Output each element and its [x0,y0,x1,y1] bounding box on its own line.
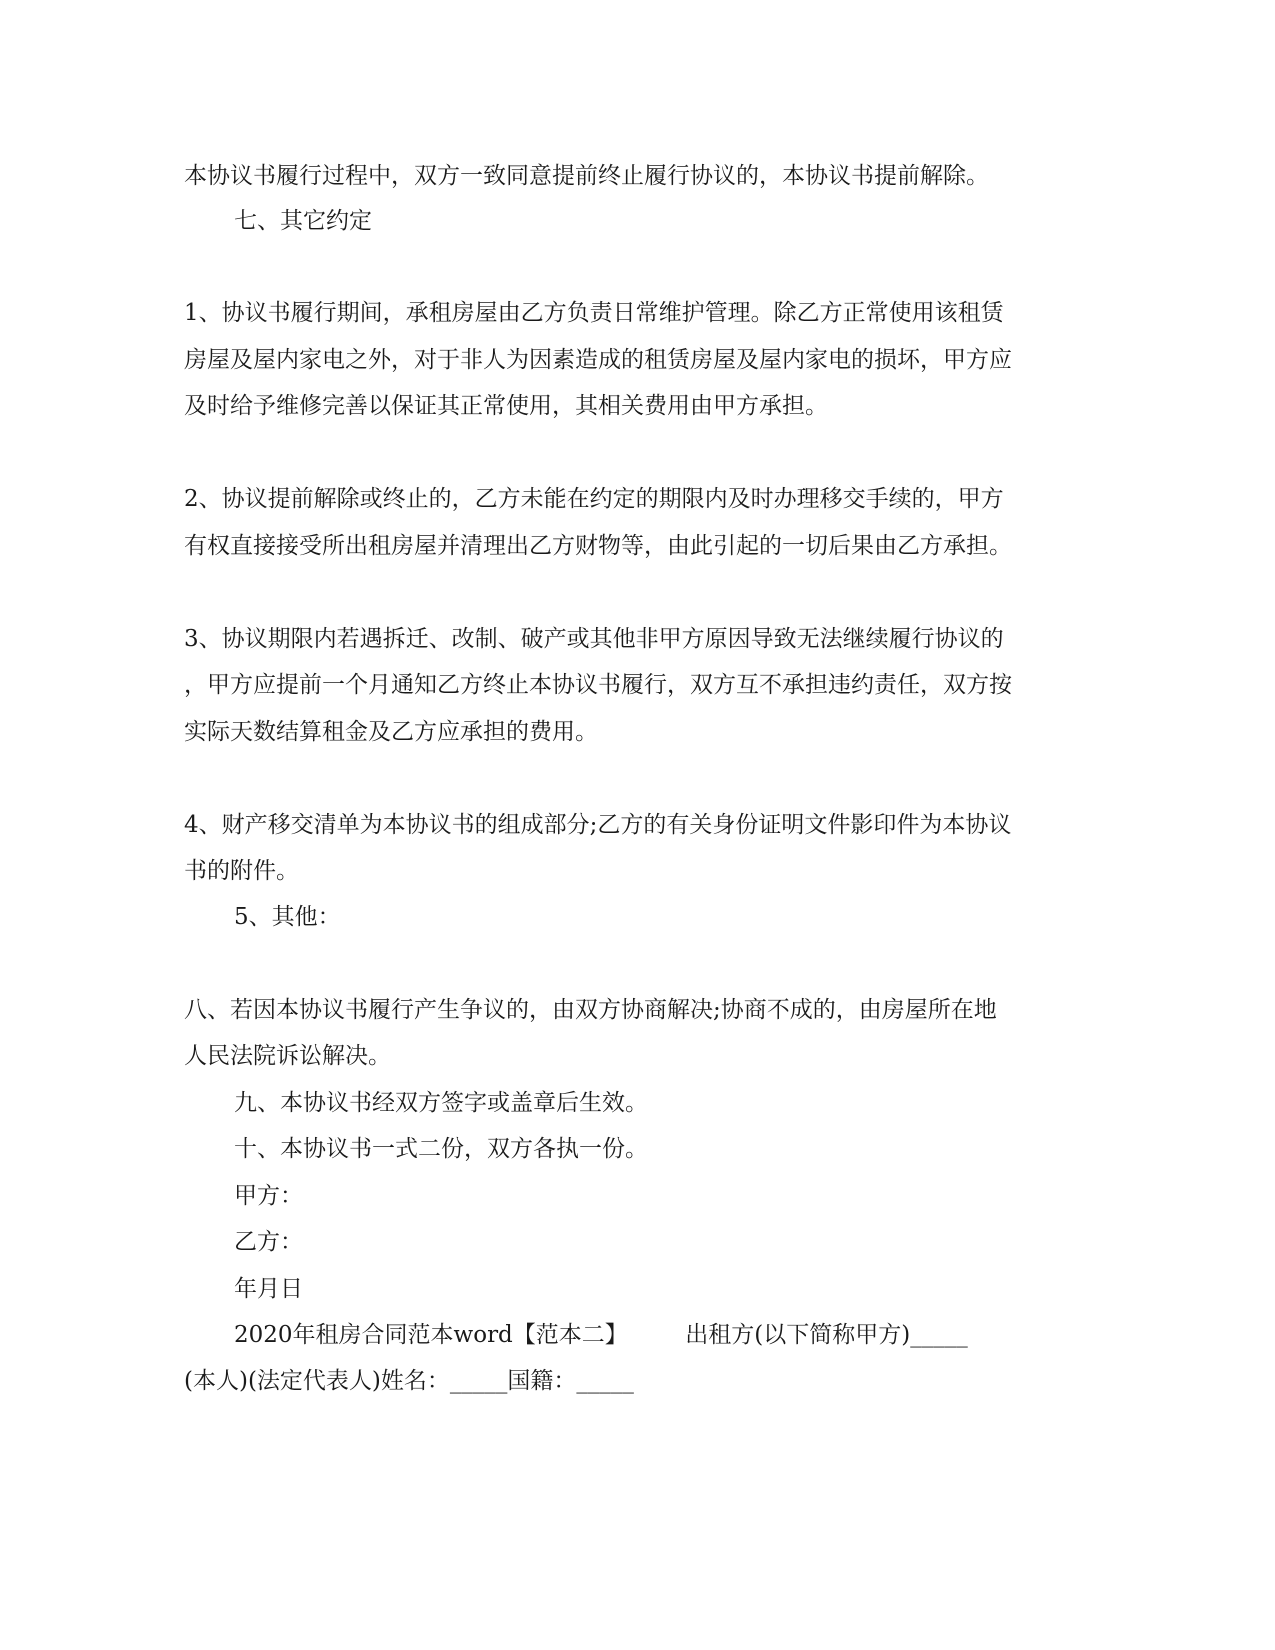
text-line: 有权直接接受所出租房屋并清理出乙方财物等，由此引起的一切后果由乙方承担。 [184,533,1012,559]
text-line: 及时给予维修完善以保证其正常使用，其相关费用由甲方承担。 [184,393,828,419]
signature-party-b: 乙方： [234,1229,303,1255]
text-line: 实际天数结算租金及乙方应承担的费用。 [184,719,598,745]
text-line: 2、协议提前解除或终止的，乙方未能在约定的期限内及时办理移交手续的，甲方 [184,486,1004,512]
text-line: 3、协议期限内若遇拆迁、改制、破产或其他非甲方原因导致无法继续履行协议的 [184,626,1004,652]
text-line: 书的附件。 [184,858,299,884]
section-heading: 九、本协议书经双方签字或盖章后生效。 [234,1090,648,1116]
section-heading: 七、其它约定 [234,208,372,234]
section-heading: 十、本协议书一式二份，双方各执一份。 [234,1136,648,1162]
text-line: 人民法院诉讼解决。 [184,1043,391,1069]
text-line: ，甲方应提前一个月通知乙方终止本协议书履行，双方互不承担违约责任，双方按 [184,672,1012,698]
section-heading: 八、若因本协议书履行产生争议的，由双方协商解决;协商不成的，由房屋所在地 [184,997,997,1023]
template-title: 2020年租房合同范本word【范本二】 出租方(以下简称甲方)_____ [234,1322,968,1348]
text-line: 1、协议书履行期间，承租房屋由乙方负责日常维护管理。除乙方正常使用该租赁 [184,300,1004,326]
text-line: 房屋及屋内家电之外，对于非人为因素造成的租赁房屋及屋内家电的损坏，甲方应 [184,347,1012,373]
text-line: 5、其他： [234,904,341,930]
text-line: 本协议书履行过程中，双方一致同意提前终止履行协议的，本协议书提前解除。 [184,163,989,189]
signature-date: 年月日 [234,1276,303,1302]
text-line: (本人)(法定代表人)姓名：_____国籍：_____ [184,1368,634,1394]
text-line: 4、财产移交清单为本协议书的组成部分;乙方的有关身份证明文件影印件为本协议 [184,812,1012,838]
signature-party-a: 甲方： [234,1183,303,1209]
